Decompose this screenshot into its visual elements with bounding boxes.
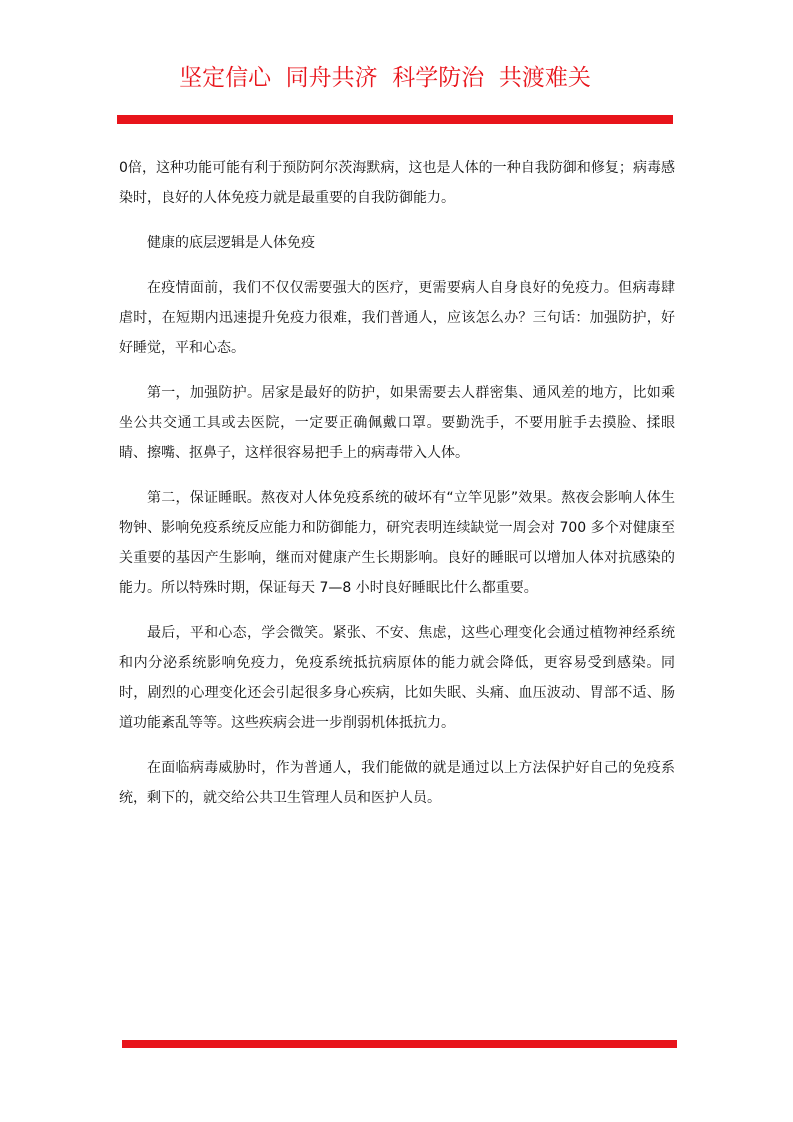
header-divider xyxy=(117,115,673,124)
paragraph: 在面临病毒威胁时，作为普通人，我们能做的就是通过以上方法保护好自己的免疫系统，剩下的，就交给公共卫生管理人员和医护人员。 xyxy=(119,760,675,806)
paragraph-continuation: 0倍，这种功能可能有利于预防阿尔茨海默病，这也是人体的一种自我防御和修复；病毒感染时，良好的人体免疫力就是最重要的自我防御能力。 xyxy=(119,160,675,206)
section-heading: 健康的底层逻辑是人体免疫 xyxy=(147,235,315,251)
paragraph: 第一，加强防护。居家是最好的防护，如果需要去人群密集、通风差的地方，比如乘坐公共交通工具或去医院，一定要正确佩戴口罩。要勤洗手，不要用脏手去摸脸、揉眼睛、擦嘴、抠鼻子，这样很容易把手上的病毒带入人体。 xyxy=(119,385,675,461)
paragraph: 第二，保证睡眠。熬夜对人体免疫系统的破坏有“立竿见影”效果。熬夜会影响人体生物钟、影响免疫系统反应能力和防御能力，研究表明连续缺觉一周会对 700 多个对健康至关重要的基因产生影响，继而对健康产生长期影响。良好的睡眠可以增加人体对抗感染的能力。所以特殊时期，保证每天 7—8 小时良好睡眠比什么都重要。 xyxy=(119,490,675,596)
paragraph: 在疫情面前，我们不仅仅需要强大的医疗，更需要病人自身良好的免疫力。但病毒肆虐时，在短期内迅速提升免疫力很难，我们普通人，应该怎么办？三句话：加强防护，好好睡觉，平和心态。 xyxy=(119,280,675,356)
footer-divider xyxy=(122,1040,677,1048)
article-body xyxy=(119,153,675,828)
paragraph: 最后，平和心态，学会微笑。紧张、不安、焦虑，这些心理变化会通过植物神经系统和内分泌系统影响免疫力，免疫系统抵抗病原体的能力就会降低，更容易受到感染。同时，剧烈的心理变化还会引起很多身心疾病，比如失眠、头痛、血压波动、胃部不适、肠道功能紊乱等等。这些疾病会进一步削弱机体抵抗力。 xyxy=(119,625,675,731)
page-header-title: 坚定信心 同舟共济 科学防治 共渡难关 xyxy=(179,65,591,91)
